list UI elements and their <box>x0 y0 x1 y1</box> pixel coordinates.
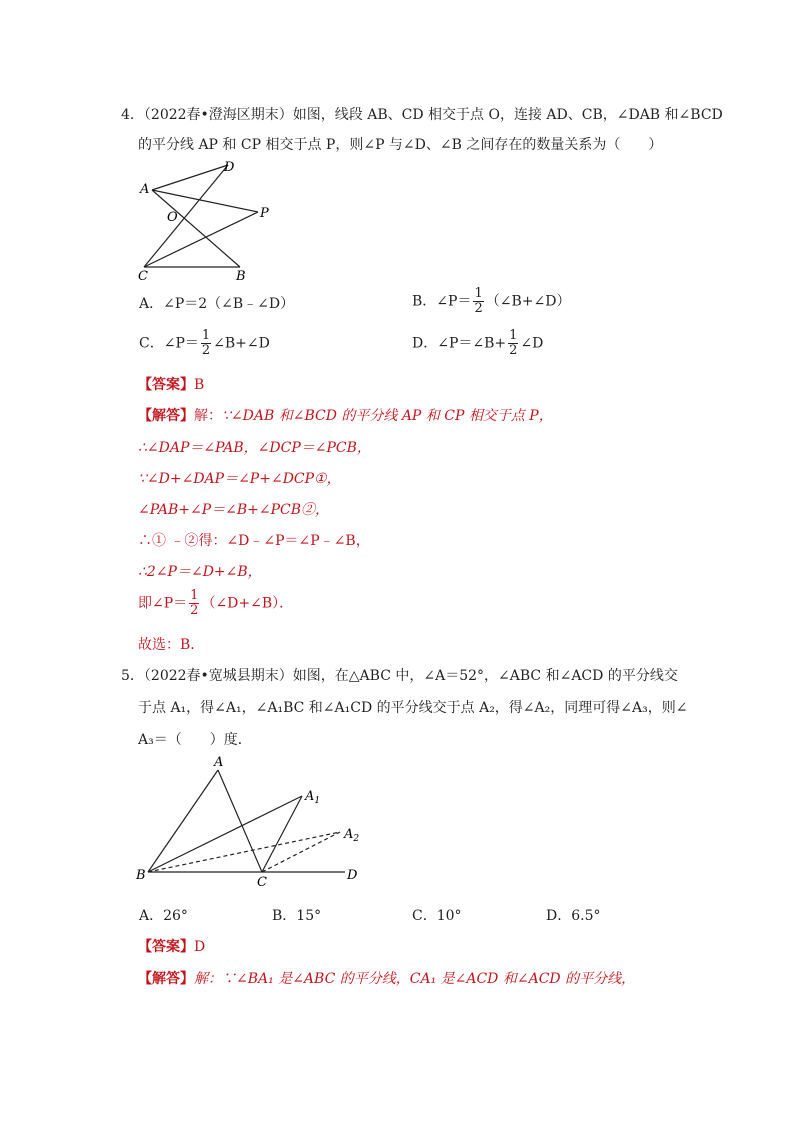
q5-label-a1-letter: A <box>305 789 315 804</box>
q4-solution-fraction <box>189 589 199 618</box>
q4-stem-line2: 的平分线 AP 和 CP 相交于点 P，则∠P 与∠D、∠B 之间存在的数量关系为（ ） <box>138 137 663 153</box>
q4-option-c <box>139 329 270 358</box>
q5-label-b: B <box>136 868 146 883</box>
q4-option-d-prefix: D．∠P＝∠B+ <box>412 335 507 352</box>
q4-solution-line7-suffix: （∠D+∠B）． <box>201 595 294 612</box>
q4-solution-line3: ∵∠D+∠DAP＝∠P+∠DCP①， <box>138 471 341 487</box>
q5-stem-line1: 5．（2022春•宽城县期末）如图，在△ABC 中，∠A＝52°，∠ABC 和∠ACD 的平分线交 <box>121 668 678 684</box>
q4-option-b <box>412 287 570 316</box>
q5-option-d: D．6.5° <box>546 908 601 924</box>
q5-answer-tag: 【答案】 <box>138 939 194 955</box>
q5-label-a1-subscript: 1 <box>314 796 321 806</box>
q4-label-b: B <box>236 269 246 284</box>
q5-label-a2-subscript: 2 <box>353 834 360 844</box>
q4-label-p: P <box>260 206 269 221</box>
q4-option-b-fraction <box>473 287 483 316</box>
q5-label-c: C <box>257 875 267 890</box>
q4-option-b-numerator: 1 <box>474 286 483 301</box>
q4-solution-numerator: 1 <box>190 588 199 603</box>
q5-stem-line2: 于点 A₁，得∠A₁，∠A₁BC 和∠A₁CD 的平分线交于点 A₂，得∠A₂，同理可得∠A₃，则∠ <box>138 700 688 716</box>
q4-stem-line1: 4．（2022春•澄海区期末）如图，线段 AB、CD 相交于点 O，连接 AD、CB，∠DAB 和∠BCD <box>121 107 723 123</box>
q4-answer-value: B <box>194 377 205 393</box>
q5-option-b: B．15° <box>272 908 322 924</box>
q5-label-d: D <box>347 868 358 883</box>
q4-solution-line4: ∠PAB+∠P＝∠B+∠PCB②， <box>138 502 330 518</box>
q5-figure <box>130 752 370 892</box>
q4-answer-tag: 【答案】 <box>138 377 194 393</box>
q5-label-a2-letter: A <box>344 827 354 842</box>
q5-solution-line1 <box>138 968 635 988</box>
q4-option-b-prefix: B．∠P＝ <box>412 293 472 310</box>
q4-option-d-suffix: ∠D <box>520 335 544 352</box>
q4-option-d <box>412 329 543 358</box>
q4-option-b-denominator: 2 <box>474 301 483 316</box>
q5-solution-text-1: 解：∵∠BA₁ 是∠ABC 的平分线，CA₁ 是∠ACD 和∠ACD 的平分线， <box>194 971 636 987</box>
q4-solution-line8: 故选：B． <box>138 637 205 653</box>
q4-option-c-fraction <box>201 329 211 358</box>
q4-option-c-numerator: 1 <box>201 328 211 343</box>
q4-solution-line2: ∴∠DAP＝∠PAB，∠DCP＝∠PCB， <box>138 440 371 456</box>
q4-label-d: D <box>224 160 235 175</box>
q4-solution-text-1: ∵∠DAB 和∠BCD 的平分线 AP 和 CP 相交于点 P， <box>222 408 553 424</box>
q4-option-c-denominator: 2 <box>201 343 211 358</box>
q4-option-b-suffix: （∠B+∠D） <box>485 293 571 310</box>
q4-label-o: O <box>167 210 178 225</box>
q4-option-c-suffix: ∠B+∠D <box>213 335 270 352</box>
q4-option-d-numerator: 1 <box>509 328 518 343</box>
q4-solution-line7-prefix: 即∠P＝ <box>138 595 188 612</box>
q4-solution-line7 <box>138 589 293 618</box>
q5-answer-value: D <box>194 939 206 955</box>
q5-label-a1 <box>304 789 320 806</box>
q5-solution-tag: 【解答】 <box>138 971 194 987</box>
q4-solution-line1 <box>138 405 553 425</box>
q5-option-a: A．26° <box>139 908 188 924</box>
q4-option-a: A．∠P＝2（∠B﹣∠D） <box>139 296 295 312</box>
q4-figure <box>130 155 280 285</box>
q4-answer <box>138 374 204 394</box>
q4-option-c-prefix: C．∠P＝ <box>139 335 199 352</box>
q4-solution-line5: ∴① ﹣②得：∠D﹣∠P＝∠P﹣∠B， <box>138 533 370 549</box>
q5-option-c: C．10° <box>412 908 462 924</box>
q4-solution-intro: 解： <box>194 408 222 424</box>
q5-answer <box>138 936 205 956</box>
q4-solution-line6: ∴2∠P＝∠D+∠B， <box>138 564 262 580</box>
q4-label-a: A <box>140 182 150 197</box>
q4-option-d-denominator: 2 <box>509 343 518 358</box>
q5-stem-line3: A₃＝（ ）度． <box>138 732 252 748</box>
q5-label-a: A <box>214 755 224 770</box>
q4-solution-denominator: 2 <box>190 603 199 618</box>
q4-label-c: C <box>138 269 148 284</box>
q4-option-d-fraction <box>508 329 518 358</box>
q4-solution-tag: 【解答】 <box>138 408 194 424</box>
q5-label-a2 <box>343 827 359 844</box>
